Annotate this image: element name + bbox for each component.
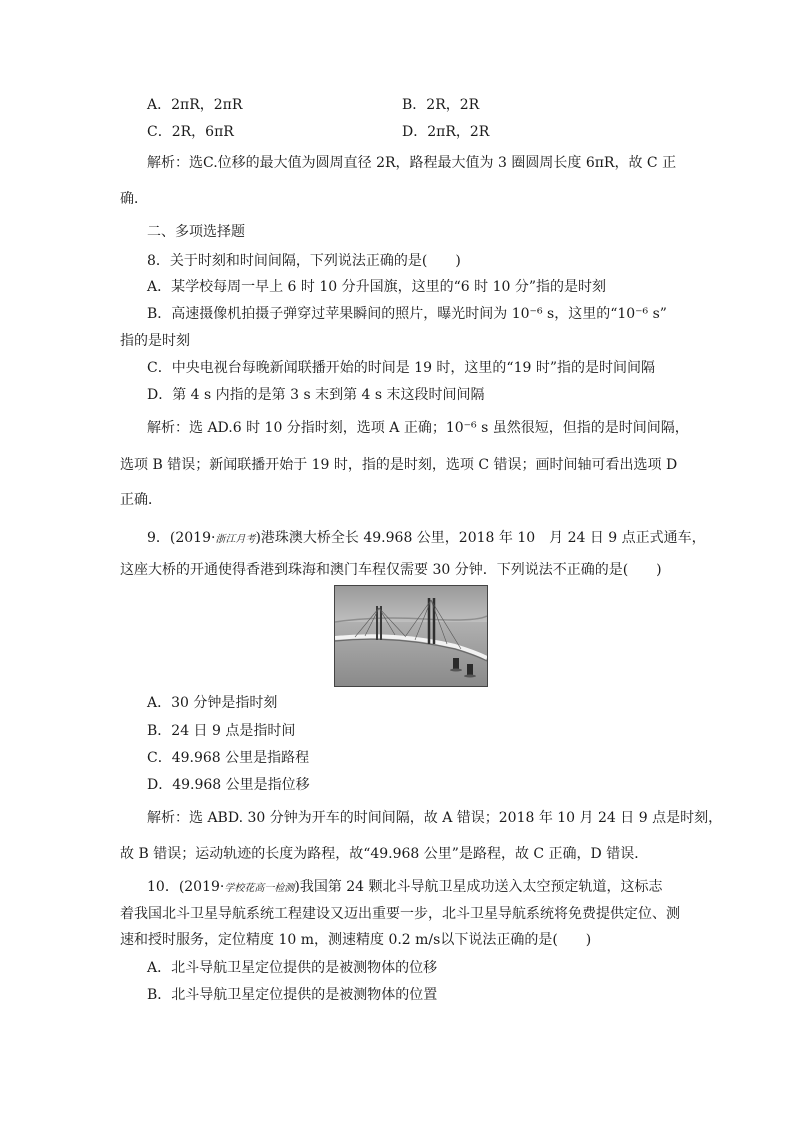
q7-option-d: D．2πR，2R <box>402 124 490 140</box>
q8-option-d: D．第 4 s 内指的是第 3 s 末到第 4 s 末这段时间间隔 <box>147 387 485 403</box>
q9-option-c: C．49.968 公里是指路程 <box>147 750 310 766</box>
q9-option-b: B．24 日 9 点是指时间 <box>147 723 296 739</box>
q10-stem-text: )我国第 24 颗北斗导航卫星成功送入太空预定轨道，这标志 <box>294 879 663 895</box>
q10-stem-line1 <box>147 877 663 899</box>
q8-option-c: C．中央电视台每晚新闻联播开始的时间是 19 时，这里的“19 时”指的是时间间隔 <box>147 360 656 376</box>
q9-number: 9．(2019· <box>147 530 216 546</box>
q8-stem: 8．关于时刻和时间间隔，下列说法正确的是( ) <box>147 253 461 269</box>
bridge-illustration <box>335 586 487 686</box>
q7-option-a: A．2πR，2πR <box>147 97 243 113</box>
q8-option-b-line2: 指的是时刻 <box>120 333 190 349</box>
q9-option-d: D．49.968 公里是指位移 <box>147 777 310 793</box>
section-heading: 二、多项选择题 <box>147 224 245 240</box>
q7-analysis-line1: 解析：选C.位移的最大值为圆周直径 2R，路程最大值为 3 圈圆周长度 6πR，故 C 正 <box>147 155 677 171</box>
q9-analysis-line1: 解析：选 ABD. 30 分钟为开车的时间间隔，故 A 错误；2018 年 10 月 24 日 9 点是时刻， <box>147 810 723 826</box>
q10-option-b: B．北斗导航卫星定位提供的是被测物体的位置 <box>147 987 438 1003</box>
q10-stem-line3: 速和授时服务，定位精度 10 m，测速精度 0.2 m/s以下说法正确的是( ) <box>120 932 592 948</box>
q8-option-b-line1: B．高速摄像机拍摄子弹穿过苹果瞬间的照片，曝光时间为 10⁻⁶ s，这里的“10⁻⁶ s” <box>147 306 667 322</box>
q10-number: 10．(2019· <box>147 879 225 895</box>
q8-analysis-line1: 解析：选 AD.6 时 10 分指时刻，选项 A 正确；10⁻⁶ s 虽然很短，但指的是时间间隔， <box>147 420 689 436</box>
q9-stem-line2: 这座大桥的开通使得香港到珠海和澳门车程仅需要 30 分钟．下列说法不正确的是( ) <box>120 562 662 578</box>
q7-option-b: B．2R，2R <box>402 97 480 113</box>
q10-source: 学校花高一检测 <box>224 883 295 894</box>
q8-analysis-line3: 正确． <box>120 492 162 508</box>
q9-option-a: A．30 分钟是指时刻 <box>147 695 278 711</box>
q7-analysis-line2: 确． <box>120 191 148 207</box>
bridge-photo <box>334 585 488 687</box>
q10-stem-line2: 着我国北斗卫星导航系统工程建设又迈出重要一步，北斗卫星导航系统将免费提供定位、测 <box>120 906 680 922</box>
q8-analysis-line2: 选项 B 错误；新闻联播开始于 19 时，指的是时刻，选项 C 错误；画时间轴可看出选项 D <box>120 457 678 473</box>
q8-option-a: A．某学校每周一早上 6 时 10 分升国旗，这里的“6 时 10 分”指的是时刻 <box>147 279 607 295</box>
q9-stem-text: )港珠澳大桥全长 49.968 公里，2018 年 10 月 24 日 9 点正式通车， <box>255 530 706 546</box>
q9-source: 浙江月考 <box>215 534 256 545</box>
q7-option-c: C．2R，6πR <box>147 124 234 140</box>
q9-analysis-line2: 故 B 错误；运动轨迹的长度为路程，故“49.968 公里”是路程，故 C 正确，D 错误． <box>120 846 649 862</box>
q10-option-a: A．北斗导航卫星定位提供的是被测物体的位移 <box>147 960 438 976</box>
q9-stem-line1 <box>147 528 706 550</box>
